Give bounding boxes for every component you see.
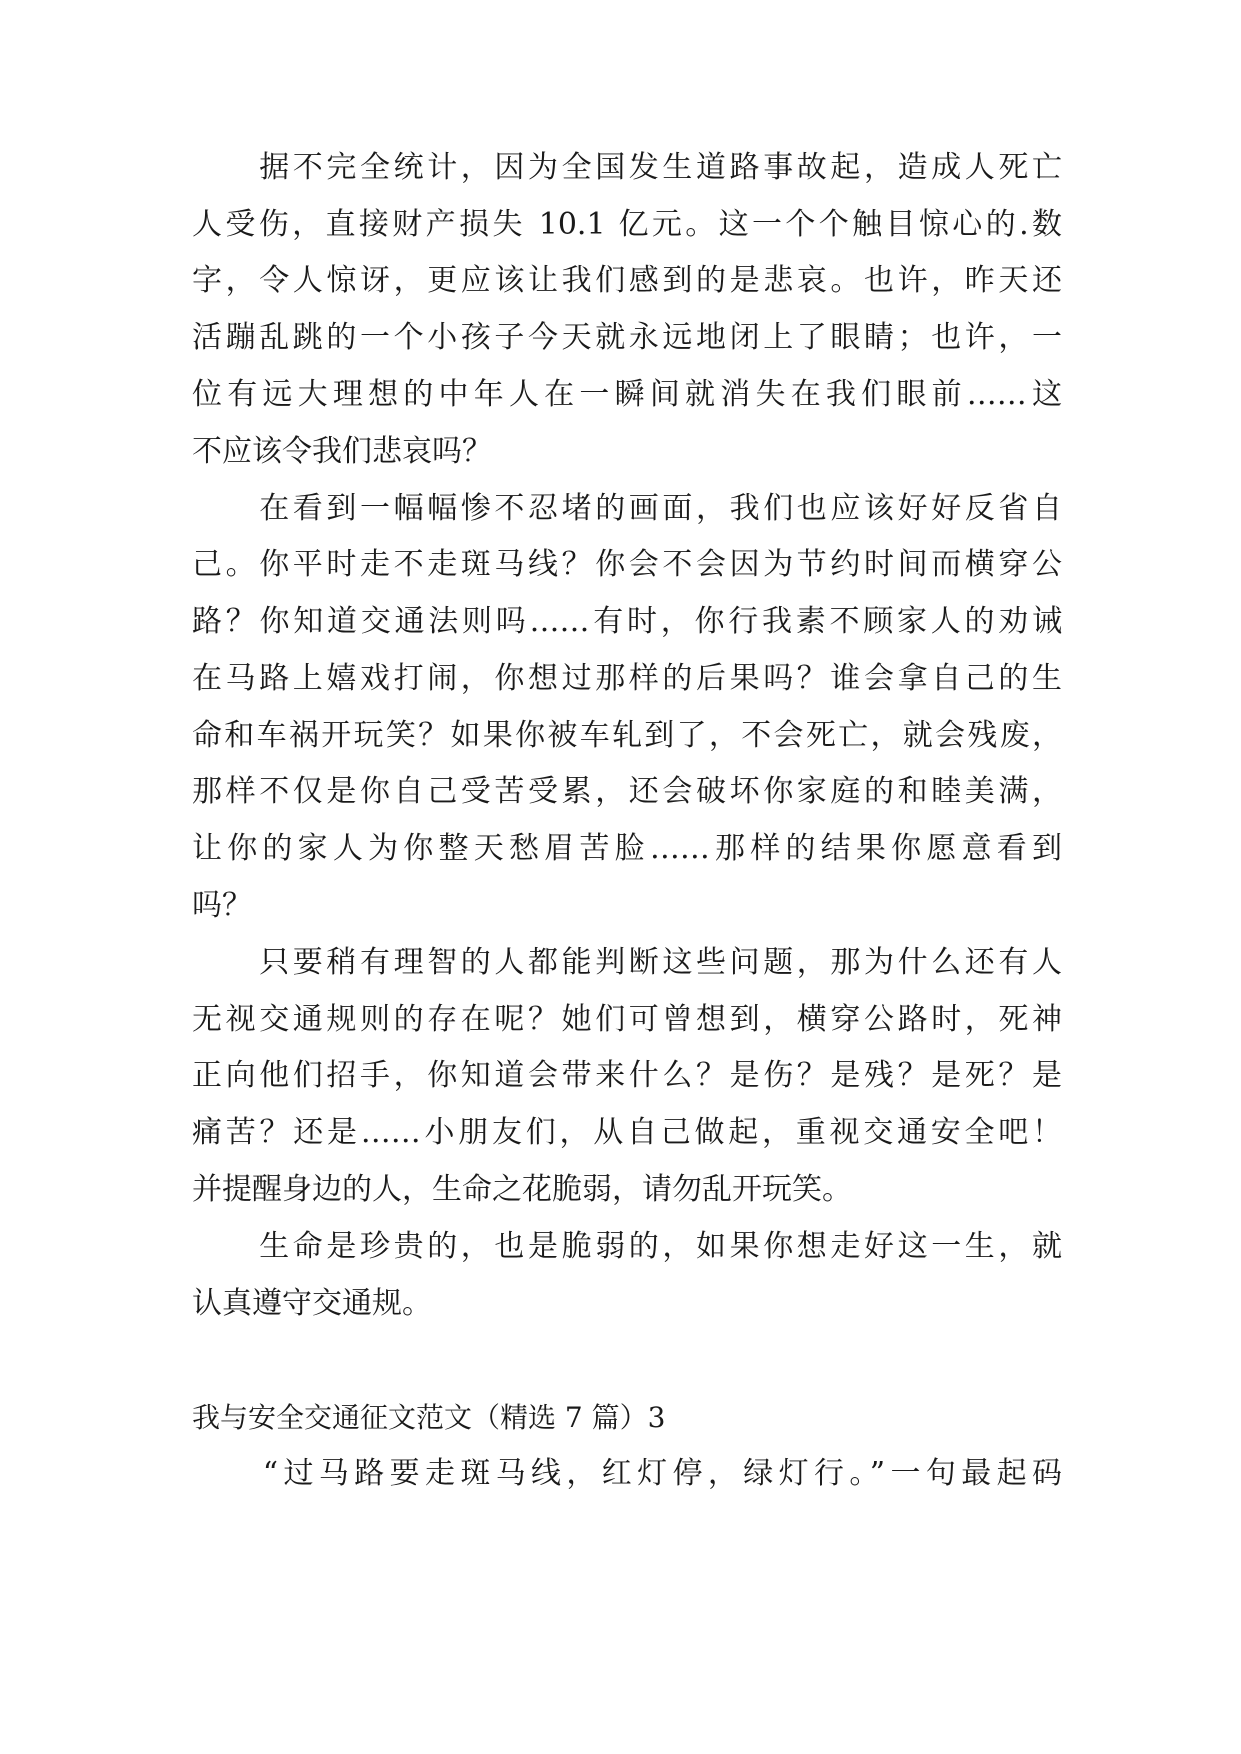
paragraph-2-line-4: 在马路上嬉戏打闹，你想过那样的后果吗？谁会拿自己的生 [192, 661, 1062, 696]
paragraph-1-line-6: 不应该令我们悲哀吗？ [192, 434, 492, 469]
section-heading: 我与安全交通征文范文（精选 7 篇）3 [192, 1401, 666, 1434]
paragraph-2-line-1: 在看到一幅幅惨不忍堵的画面，我们也应该好好反省自 [192, 491, 1062, 526]
paragraph-3-line-3: 正向他们招手，你知道会带来什么？是伤？是残？是死？是 [192, 1058, 1062, 1093]
paragraph-2-line-8: 吗？ [192, 888, 252, 923]
paragraph-2-line-7: 让你的家人为你整天愁眉苦脸……那样的结果你愿意看到 [192, 831, 1062, 866]
paragraph-2-line-2: 己。你平时走不走斑马线？你会不会因为节约时间而横穿公 [192, 547, 1062, 582]
paragraph-3-line-2: 无视交通规则的存在呢？她们可曾想到，横穿公路时，死神 [192, 1002, 1062, 1037]
paragraph-2-line-5: 命和车祸开玩笑？如果你被车轧到了，不会死亡，就会残废， [192, 718, 1062, 753]
paragraph-1-line-5: 位有远大理想的中年人在一瞬间就消失在我们眼前……这 [192, 377, 1062, 412]
paragraph-2-line-6: 那样不仅是你自己受苦受累，还会破坏你家庭的和睦美满， [192, 774, 1062, 809]
paragraph-3-line-4: 痛苦？还是……小朋友们，从自己做起，重视交通安全吧！ [192, 1115, 1062, 1150]
paragraph-1-line-1: 据不完全统计，因为全国发生道路事故起，造成人死亡 [192, 150, 1062, 185]
paragraph-2-line-3: 路？你知道交通法则吗……有时，你行我素不顾家人的劝诫 [192, 604, 1062, 639]
paragraph-4-line-2: 认真遵守交通规。 [192, 1286, 432, 1321]
paragraph-1-line-4: 活蹦乱跳的一个小孩子今天就永远地闭上了眼睛；也许，一 [192, 320, 1062, 355]
paragraph-1-line-3: 字，令人惊讶，更应该让我们感到的是悲哀。也许，昨天还 [192, 263, 1062, 298]
paragraph-3-line-1: 只要稍有理智的人都能判断这些问题，那为什么还有人 [192, 945, 1062, 980]
next-section-first-line: “过马路要走斑马线，红灯停，绿灯行。”一句最起码 [192, 1456, 1062, 1491]
paragraph-3-line-5: 并提醒身边的人，生命之花脆弱，请勿乱开玩笑。 [192, 1172, 852, 1207]
paragraph-4-line-1: 生命是珍贵的，也是脆弱的，如果你想走好这一生，就 [192, 1229, 1062, 1264]
paragraph-1-line-2: 人受伤，直接财产损失 10.1 亿元。这一个个触目惊心的.数 [192, 207, 1062, 242]
